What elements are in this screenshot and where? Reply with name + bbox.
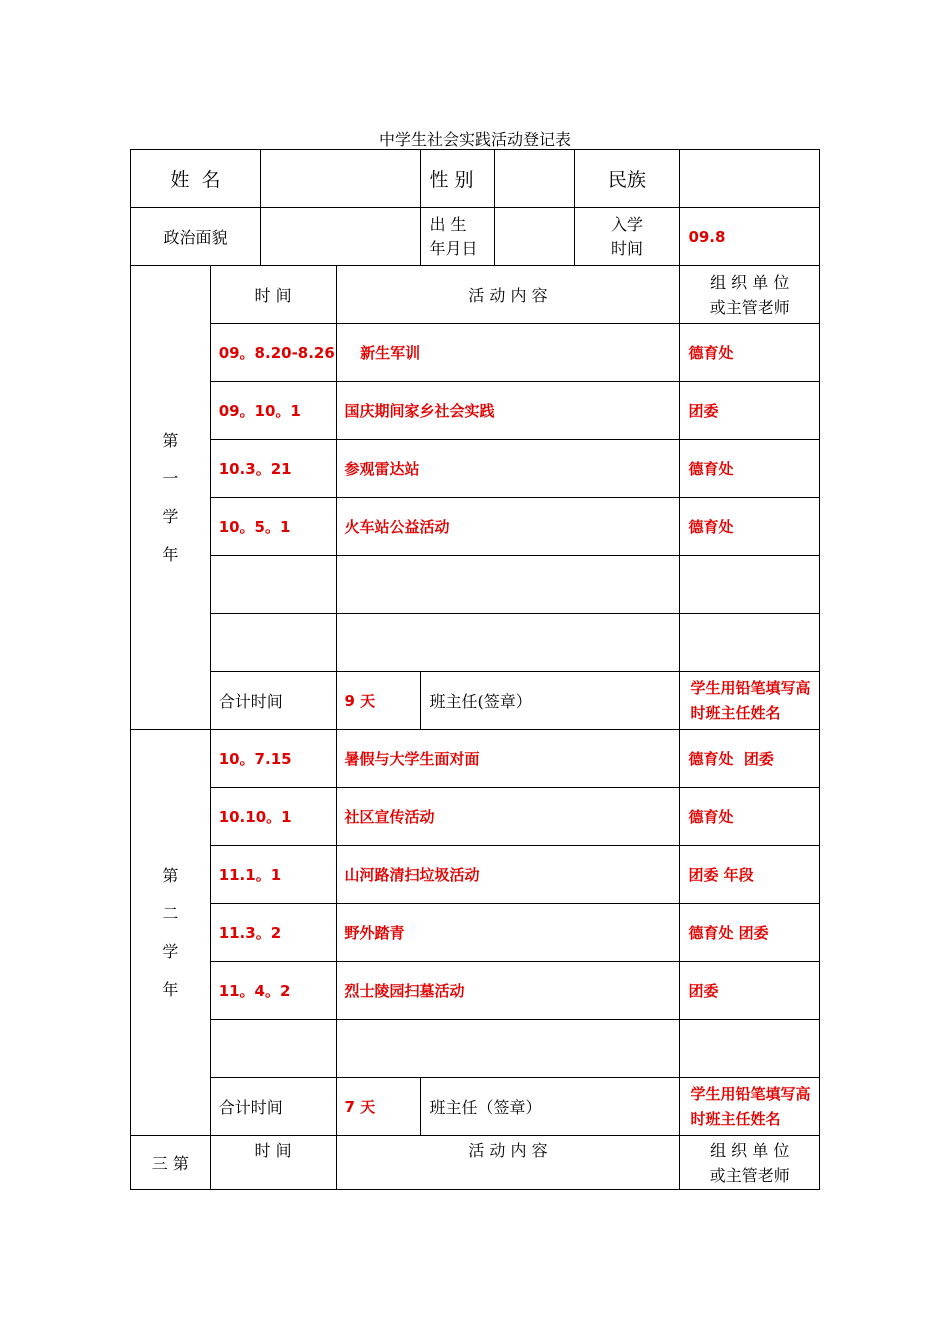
activity-time: 09。10。1 (210, 382, 336, 440)
table-row (131, 1020, 820, 1078)
activity-org: 德育处 (680, 324, 820, 382)
teacher-sign-note: 学生用铅笔填写高 时班主任姓名 (690, 1084, 811, 1128)
activity-time: 10。7.15 (210, 730, 336, 788)
table-row (131, 614, 820, 672)
enroll-field[interactable]: 09.8 (680, 208, 820, 266)
gender-field[interactable] (494, 150, 574, 208)
activity-content: 烈士陵园扫墓活动 (336, 962, 680, 1020)
year3-label: 三 第 (131, 1136, 211, 1190)
total-time-value: 7 天 (336, 1078, 421, 1136)
political-label: 政治面貌 (131, 208, 261, 266)
gender-label: 性 别 (421, 150, 494, 208)
activity-time: 11.1。1 (210, 846, 336, 904)
registration-table (130, 149, 820, 1190)
activity-content: 暑假与大学生面对面 (336, 730, 680, 788)
table-row (131, 904, 820, 962)
activity-org[interactable] (680, 1020, 820, 1078)
activity-content: 山河路清扫垃圾活动 (336, 846, 680, 904)
activity-time[interactable] (210, 1020, 336, 1078)
political-field[interactable] (261, 208, 421, 266)
activity-content: 野外踏青 (336, 904, 680, 962)
activity-org: 团委 (680, 962, 820, 1020)
teacher-sign-label: 班主任（签章） (421, 1078, 680, 1136)
ethnicity-field[interactable] (680, 150, 820, 208)
activity-org: 德育处 (680, 440, 820, 498)
col-content-header: 活 动 内 容 (336, 1136, 680, 1190)
table-row (131, 440, 820, 498)
table-row (131, 498, 820, 556)
ethnicity-label: 民族 (574, 150, 680, 208)
form-title: 中学生社会实践活动登记表 (378, 130, 571, 149)
total-time-label: 合计时间 (210, 672, 336, 730)
table-row (131, 382, 820, 440)
table-row (131, 556, 820, 614)
activity-time[interactable] (210, 614, 336, 672)
activity-time: 10.10。1 (210, 788, 336, 846)
activity-content: 参观雷达站 (336, 440, 680, 498)
activity-content: 社区宣传活动 (336, 788, 680, 846)
activity-content: 国庆期间家乡社会实践 (336, 382, 680, 440)
col-time-header: 时 间 (210, 266, 336, 324)
table-row (131, 730, 820, 788)
col-org-header: 组 织 单 位 或主管老师 (680, 266, 820, 324)
teacher-sign-label: 班主任(签章） (421, 672, 680, 730)
col-time-header: 时 间 (210, 1136, 336, 1190)
teacher-sign-field[interactable] (680, 1078, 820, 1136)
activity-org: 团委 (680, 382, 820, 440)
activity-org: 德育处 (680, 498, 820, 556)
table-row (131, 788, 820, 846)
birth-label: 出 生 年月日 (421, 208, 494, 266)
col-content-header: 活 动 内 容 (336, 266, 680, 324)
table-row (131, 846, 820, 904)
total-time-value: 9 天 (336, 672, 421, 730)
activity-org: 德育处 团委 (680, 904, 820, 962)
year2-label: 第 二 学 年 (131, 730, 211, 1136)
teacher-sign-field[interactable] (680, 672, 820, 730)
activity-content[interactable] (336, 1020, 680, 1078)
activity-time: 11。4。2 (210, 962, 336, 1020)
activity-content[interactable] (336, 614, 680, 672)
table-row (131, 324, 820, 382)
activity-org: 德育处 (680, 788, 820, 846)
activity-content: 火车站公益活动 (336, 498, 680, 556)
col-org-header: 组 织 单 位 或主管老师 (680, 1136, 820, 1190)
activity-org: 德育处 团委 (680, 730, 820, 788)
enroll-label: 入学 时间 (574, 208, 680, 266)
total-time-label: 合计时间 (210, 1078, 336, 1136)
teacher-sign-note: 学生用铅笔填写高 时班主任姓名 (690, 678, 811, 722)
activity-content[interactable] (336, 556, 680, 614)
name-field[interactable] (261, 150, 421, 208)
activity-time: 10.3。21 (210, 440, 336, 498)
activity-org[interactable] (680, 614, 820, 672)
activity-time: 09。8.20-8.26 (210, 324, 336, 382)
activity-time: 10。5。1 (210, 498, 336, 556)
table-row (131, 962, 820, 1020)
birth-field[interactable] (494, 208, 574, 266)
year1-label: 第 一 学 年 (131, 266, 211, 730)
activity-time: 11.3。2 (210, 904, 336, 962)
activity-content: 新生军训 (336, 324, 680, 382)
activity-org: 团委 年段 (680, 846, 820, 904)
activity-org[interactable] (680, 556, 820, 614)
name-label: 姓 名 (131, 150, 261, 208)
activity-time[interactable] (210, 556, 336, 614)
